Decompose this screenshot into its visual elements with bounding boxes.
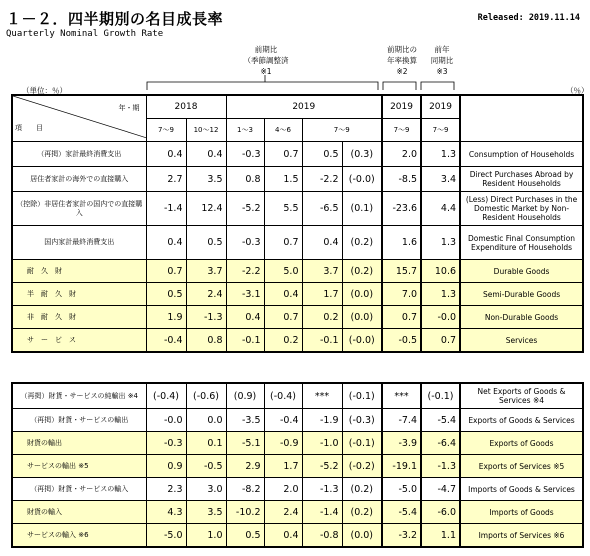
value-cell: -23.6 xyxy=(382,192,421,226)
growth-table-exports xyxy=(11,382,584,548)
item-label-en: Net Exports of Goods & Services ※4 xyxy=(460,383,583,409)
item-label-en: Consumption of Households xyxy=(460,142,583,167)
header-row-label: 年・期 xyxy=(118,104,140,112)
value-cell: -0.9 xyxy=(264,432,302,455)
value-cell: -0.4 xyxy=(264,409,302,432)
value-cell: 2.0 xyxy=(264,478,302,501)
header-item-label: 項 目 xyxy=(15,124,43,132)
value-cell: -10.2 xyxy=(226,501,264,524)
value-cell: -1.4 xyxy=(146,192,186,226)
table1-row xyxy=(12,329,583,353)
value-cell: 0.9 xyxy=(146,455,186,478)
value-cell: -2.2 xyxy=(226,260,264,283)
value-cell: -6.4 xyxy=(421,432,460,455)
item-label-en: Imports of Services ※6 xyxy=(460,524,583,548)
item-label-en: Non-Durable Goods xyxy=(460,306,583,329)
value-cell: 5.5 xyxy=(264,192,302,226)
value-cell: 12.4 xyxy=(186,192,226,226)
item-label-jp: （再掲）家計最終消費支出 xyxy=(12,142,146,167)
value-cell: 1.3 xyxy=(421,283,460,306)
value-cell: 3.7 xyxy=(302,260,342,283)
value-cell: (-0.0) xyxy=(342,167,382,192)
value-cell: 0.7 xyxy=(264,226,302,260)
value-cell: -5.1 xyxy=(226,432,264,455)
item-label-en: Semi-Durable Goods xyxy=(460,283,583,306)
value-cell: -8.5 xyxy=(382,167,421,192)
item-label-jp: 半 耐 久 財 xyxy=(12,283,146,306)
value-cell: (0.2) xyxy=(342,260,382,283)
header-corner xyxy=(12,95,146,142)
item-label-en: Exports of Goods & Services xyxy=(460,409,583,432)
header-2019-yoy: 2019 xyxy=(421,95,460,119)
item-label-en: Imports of Goods xyxy=(460,501,583,524)
value-cell: (-0.1) xyxy=(421,383,460,409)
value-cell: (0.2) xyxy=(342,226,382,260)
value-cell: *** xyxy=(382,383,421,409)
value-cell: -1.4 xyxy=(302,501,342,524)
item-label-en: Domestic Final Consumption Expenditure of Households xyxy=(460,226,583,260)
page-title: １－２．四半期別の名目成長率 xyxy=(6,10,224,28)
item-label-jp: （再掲）財貨・サービスの輸出 xyxy=(12,409,146,432)
item-label-en: Exports of Goods xyxy=(460,432,583,455)
header-years-row xyxy=(12,95,583,119)
value-cell: (0.3) xyxy=(342,142,382,167)
value-cell: -0.5 xyxy=(382,329,421,353)
table1-row xyxy=(12,283,583,306)
value-cell: -19.1 xyxy=(382,455,421,478)
value-cell: (0.2) xyxy=(342,501,382,524)
value-cell: 3.0 xyxy=(186,478,226,501)
value-cell: (-0.0) xyxy=(342,329,382,353)
value-cell: -3.1 xyxy=(226,283,264,306)
value-cell: (0.2) xyxy=(342,478,382,501)
unit-left: （単位：％） xyxy=(22,86,67,95)
value-cell: 0.4 xyxy=(264,283,302,306)
value-cell: 2.9 xyxy=(226,455,264,478)
value-cell: 1.7 xyxy=(264,455,302,478)
value-cell: -0.3 xyxy=(226,142,264,167)
value-cell: (-0.1) xyxy=(342,383,382,409)
value-cell: 10.6 xyxy=(421,260,460,283)
item-label-jp: （控除）非居住者家計の国内での直接購入 xyxy=(12,192,146,226)
value-cell: -1.0 xyxy=(302,432,342,455)
item-label-jp: サ ー ビ ス xyxy=(12,329,146,353)
value-cell: -0.1 xyxy=(302,329,342,353)
value-cell: 1.3 xyxy=(421,226,460,260)
item-label-en: (Less) Direct Purchases in the Domestic Market by Non-Resident Households xyxy=(460,192,583,226)
value-cell: -2.2 xyxy=(302,167,342,192)
value-cell: 0.7 xyxy=(382,306,421,329)
header-2018: 2018 xyxy=(146,95,226,119)
q-2019-3-annual: 7～9 xyxy=(382,119,421,142)
value-cell: 3.5 xyxy=(186,167,226,192)
value-cell: 2.4 xyxy=(186,283,226,306)
value-cell: -0.0 xyxy=(146,409,186,432)
value-cell: 1.6 xyxy=(382,226,421,260)
value-cell: (-0.3) xyxy=(342,409,382,432)
value-cell: -6.0 xyxy=(421,501,460,524)
value-cell: 0.4 xyxy=(146,142,186,167)
value-cell: 0.7 xyxy=(264,306,302,329)
value-cell: -5.4 xyxy=(382,501,421,524)
value-cell: -8.2 xyxy=(226,478,264,501)
value-cell: 0.4 xyxy=(226,306,264,329)
value-cell: -0.3 xyxy=(146,432,186,455)
note-yoy: 前年 同期比 ※3 xyxy=(430,45,454,76)
q-2019-1: 1～3 xyxy=(226,119,264,142)
value-cell: (-0.4) xyxy=(146,383,186,409)
q-2018-3: 7～9 xyxy=(146,119,186,142)
value-cell: 3.4 xyxy=(421,167,460,192)
value-cell: -1.3 xyxy=(186,306,226,329)
item-label-jp: 財貨の輸出 xyxy=(12,432,146,455)
table1-row xyxy=(12,306,583,329)
table1-row xyxy=(12,192,583,226)
table2-row xyxy=(12,478,583,501)
table1-row xyxy=(12,260,583,283)
value-cell: -5.0 xyxy=(382,478,421,501)
value-cell: 0.2 xyxy=(264,329,302,353)
value-cell: (0.9) xyxy=(226,383,264,409)
value-cell: 0.7 xyxy=(146,260,186,283)
item-label-jp: （再掲）財貨・サービスの純輸出 ※4 xyxy=(12,383,146,409)
value-cell: -0.1 xyxy=(226,329,264,353)
value-cell: (0.0) xyxy=(342,306,382,329)
item-label-jp: 居住者家計の海外での直接購入 xyxy=(12,167,146,192)
value-cell: *** xyxy=(302,383,342,409)
note-qoq: 前期比 （季節調整済 ※1 xyxy=(243,45,289,76)
value-cell: 2.7 xyxy=(146,167,186,192)
value-cell: (-0.2) xyxy=(342,455,382,478)
value-cell: 2.0 xyxy=(382,142,421,167)
value-cell: -4.7 xyxy=(421,478,460,501)
growth-table-consumption xyxy=(11,94,584,353)
item-label-jp: サービスの輸出 ※5 xyxy=(12,455,146,478)
value-cell: -5.2 xyxy=(226,192,264,226)
value-cell: -7.4 xyxy=(382,409,421,432)
value-cell: 0.8 xyxy=(226,167,264,192)
value-cell: 1.0 xyxy=(186,524,226,548)
table1-row xyxy=(12,226,583,260)
item-label-en: Direct Purchases Abroad by Resident Households xyxy=(460,167,583,192)
table2-row xyxy=(12,383,583,409)
value-cell: 4.4 xyxy=(421,192,460,226)
value-cell: (0.1) xyxy=(342,192,382,226)
value-cell: 3.5 xyxy=(186,501,226,524)
q-2019-3-yoy: 7～9 xyxy=(421,119,460,142)
item-label-jp: 耐 久 財 xyxy=(12,260,146,283)
value-cell: 5.0 xyxy=(264,260,302,283)
value-cell: -5.4 xyxy=(421,409,460,432)
table1-row xyxy=(12,142,583,167)
value-cell: 2.3 xyxy=(146,478,186,501)
header-en-blank xyxy=(460,95,583,142)
value-cell: -6.5 xyxy=(302,192,342,226)
value-cell: 0.4 xyxy=(264,524,302,548)
value-cell: -0.5 xyxy=(186,455,226,478)
value-cell: 0.4 xyxy=(186,142,226,167)
value-cell: 0.4 xyxy=(146,226,186,260)
value-cell: 2.4 xyxy=(264,501,302,524)
value-cell: 1.7 xyxy=(302,283,342,306)
value-cell: -0.8 xyxy=(302,524,342,548)
q-2019-3: 7～9 xyxy=(302,119,382,142)
value-cell: (-0.4) xyxy=(264,383,302,409)
q-2019-2: 4～6 xyxy=(264,119,302,142)
value-cell: 0.2 xyxy=(302,306,342,329)
item-label-jp: サービスの輸入 ※6 xyxy=(12,524,146,548)
value-cell: 1.9 xyxy=(146,306,186,329)
item-label-en: Imports of Goods & Services xyxy=(460,478,583,501)
table2-row xyxy=(12,409,583,432)
value-cell: 0.5 xyxy=(146,283,186,306)
value-cell: -0.0 xyxy=(421,306,460,329)
release-date: Released: 2019.11.14 xyxy=(477,13,580,23)
value-cell: -3.5 xyxy=(226,409,264,432)
header-2019-annual: 2019 xyxy=(382,95,421,119)
value-cell: -1.9 xyxy=(302,409,342,432)
table2-row xyxy=(12,455,583,478)
value-cell: (0.0) xyxy=(342,283,382,306)
value-cell: -5.0 xyxy=(146,524,186,548)
value-cell: 0.7 xyxy=(421,329,460,353)
value-cell: 1.5 xyxy=(264,167,302,192)
note-annual: 前期比の 年率換算 ※2 xyxy=(387,45,417,76)
value-cell: (-0.1) xyxy=(342,432,382,455)
q-2018-4: 10～12 xyxy=(186,119,226,142)
value-cell: -5.2 xyxy=(302,455,342,478)
item-label-en: Exports of Services ※5 xyxy=(460,455,583,478)
value-cell: 0.5 xyxy=(186,226,226,260)
value-cell: 7.0 xyxy=(382,283,421,306)
item-label-jp: 非 耐 久 財 xyxy=(12,306,146,329)
unit-right: （％） xyxy=(566,86,589,95)
value-cell: -0.3 xyxy=(226,226,264,260)
value-cell: -3.2 xyxy=(382,524,421,548)
header-brackets xyxy=(0,0,590,100)
value-cell: -0.4 xyxy=(146,329,186,353)
header-2019: 2019 xyxy=(226,95,382,119)
value-cell: (-0.6) xyxy=(186,383,226,409)
value-cell: -3.9 xyxy=(382,432,421,455)
value-cell: -1.3 xyxy=(302,478,342,501)
item-label-en: Durable Goods xyxy=(460,260,583,283)
value-cell: 1.3 xyxy=(421,142,460,167)
item-label-en: Services xyxy=(460,329,583,353)
table2-row xyxy=(12,524,583,548)
item-label-jp: （再掲）財貨・サービスの輸入 xyxy=(12,478,146,501)
value-cell: (0.0) xyxy=(342,524,382,548)
value-cell: 0.1 xyxy=(186,432,226,455)
table1-row xyxy=(12,167,583,192)
value-cell: 0.8 xyxy=(186,329,226,353)
item-label-jp: 国内家計最終消費支出 xyxy=(12,226,146,260)
value-cell: 0.0 xyxy=(186,409,226,432)
value-cell: 1.1 xyxy=(421,524,460,548)
table2-row xyxy=(12,501,583,524)
table2-row xyxy=(12,432,583,455)
value-cell: 15.7 xyxy=(382,260,421,283)
value-cell: 0.5 xyxy=(226,524,264,548)
value-cell: 0.4 xyxy=(302,226,342,260)
item-label-jp: 財貨の輸入 xyxy=(12,501,146,524)
value-cell: 3.7 xyxy=(186,260,226,283)
page-subtitle: Quarterly Nominal Growth Rate xyxy=(6,29,164,39)
value-cell: -1.3 xyxy=(421,455,460,478)
value-cell: 0.5 xyxy=(302,142,342,167)
value-cell: 4.3 xyxy=(146,501,186,524)
value-cell: 0.7 xyxy=(264,142,302,167)
